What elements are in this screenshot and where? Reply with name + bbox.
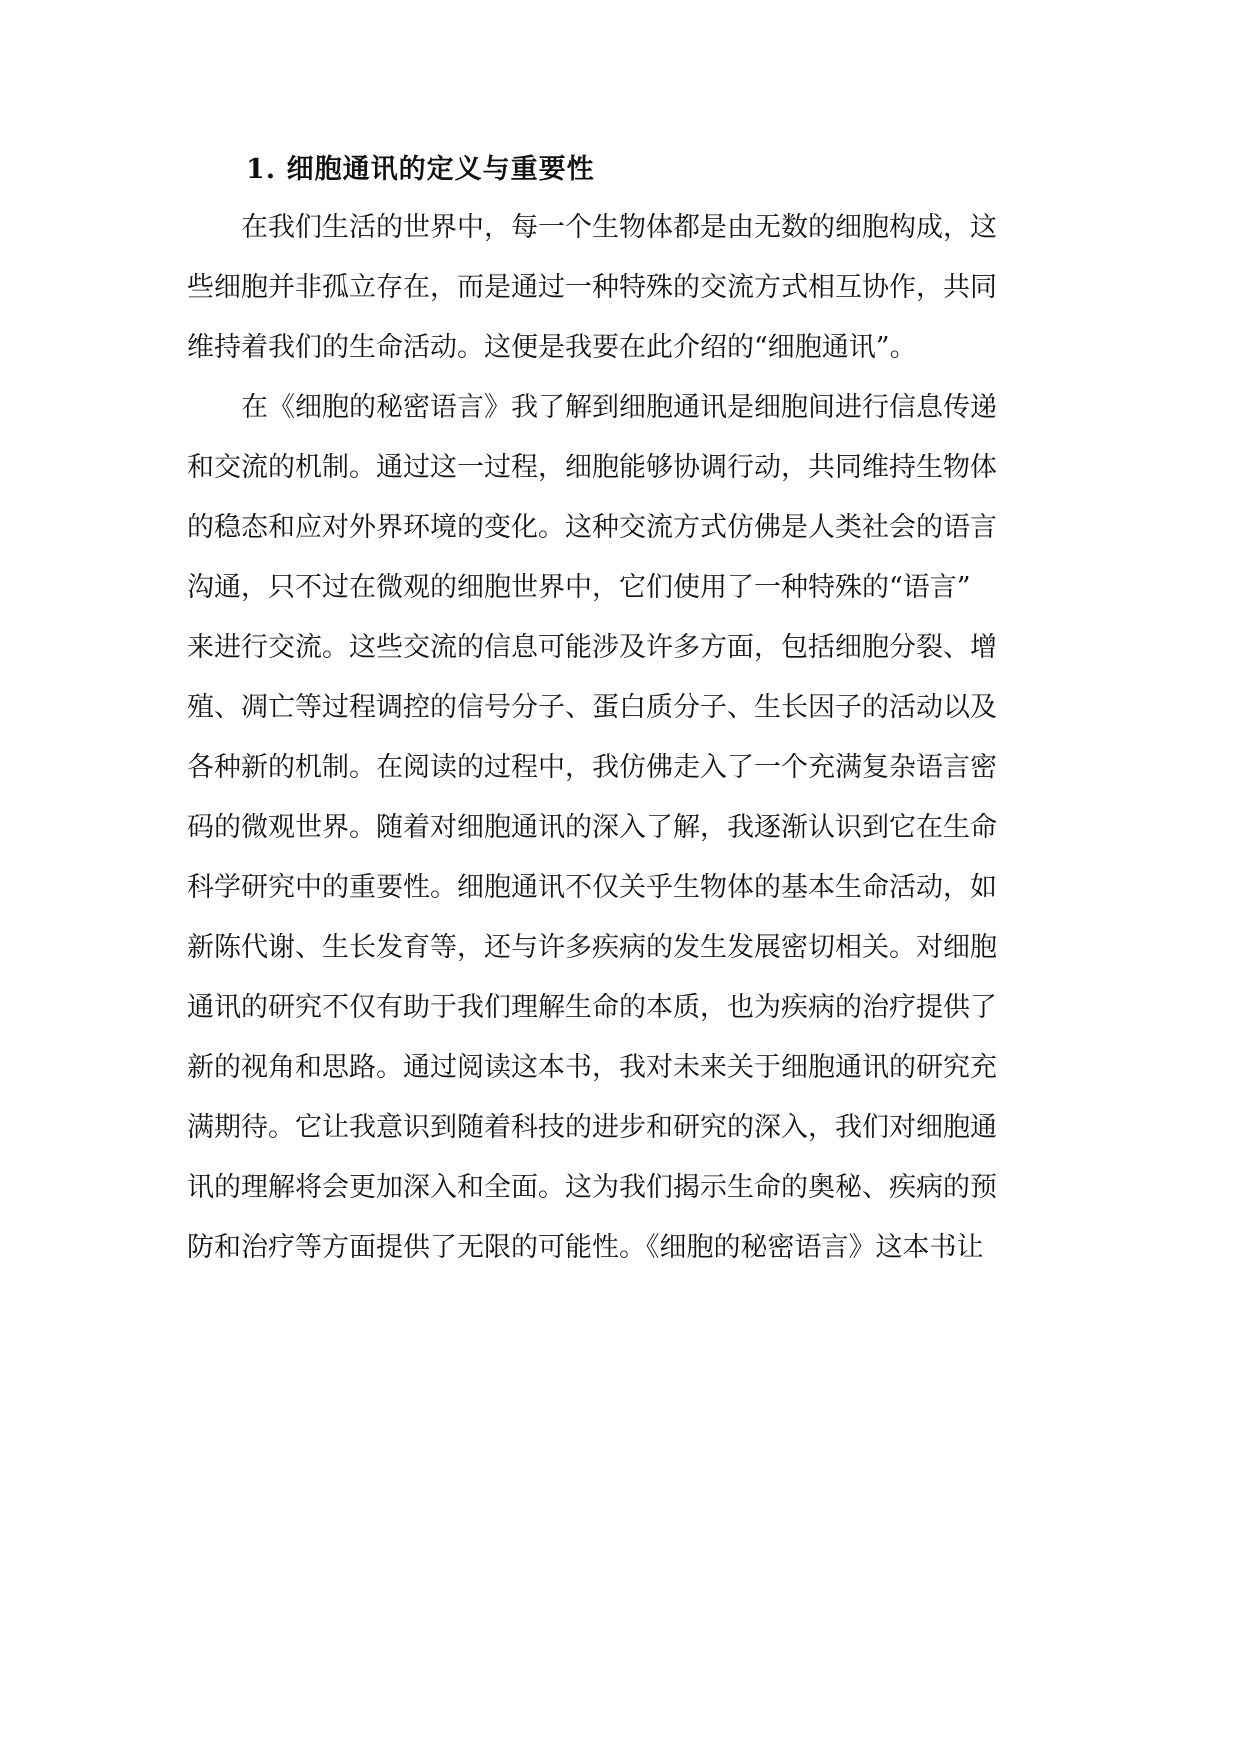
body-line: 新的视角和思路。通过阅读这本书，我对未来关于细胞通讯的研究充: [187, 1052, 997, 1083]
body-line: 些细胞并非孤立存在，而是通过一种特殊的交流方式相互协作，共同: [187, 272, 997, 303]
body-line: 沟通，只不过在微观的细胞世界中，它们使用了一种特殊的“语言”: [187, 572, 971, 603]
body-line: 防和治疗等方面提供了无限的可能性。《细胞的秘密语言》这本书让: [187, 1232, 984, 1263]
body-line: 新陈代谢、生长发育等，还与许多疾病的发生发展密切相关。对细胞: [187, 932, 997, 963]
body-line: 讯的理解将会更加深入和全面。这为我们揭示生命的奥秘、疾病的预: [187, 1172, 997, 1203]
body-line: 满期待。它让我意识到随着科技的进步和研究的深入，我们对细胞通: [187, 1112, 997, 1143]
section-heading: 1. 细胞通讯的定义与重要性: [246, 154, 595, 185]
body-line: 通讯的研究不仅有助于我们理解生命的本质，也为疾病的治疗提供了: [187, 992, 997, 1023]
body-line: 各种新的机制。在阅读的过程中，我仿佛走入了一个充满复杂语言密: [187, 752, 997, 783]
body-line: 和交流的机制。通过这一过程，细胞能够协调行动，共同维持生物体: [187, 452, 997, 483]
body-line: 来进行交流。这些交流的信息可能涉及许多方面，包括细胞分裂、增: [187, 632, 997, 663]
body-line: 在《细胞的秘密语言》我了解到细胞通讯是细胞间进行信息传递: [187, 392, 997, 423]
body-line: 维持着我们的生命活动。这便是我要在此介绍的“细胞通讯”。: [187, 332, 917, 363]
body-line: 科学研究中的重要性。细胞通讯不仅关乎生物体的基本生命活动，如: [187, 872, 997, 903]
body-line: 殖、凋亡等过程调控的信号分子、蛋白质分子、生长因子的活动以及: [187, 692, 997, 723]
body-line: 的稳态和应对外界环境的变化。这种交流方式仿佛是人类社会的语言: [187, 512, 997, 543]
body-line: 码的微观世界。随着对细胞通讯的深入了解，我逐渐认识到它在生命: [187, 812, 997, 843]
body-line: 在我们生活的世界中，每一个生物体都是由无数的细胞构成，这: [187, 212, 997, 243]
